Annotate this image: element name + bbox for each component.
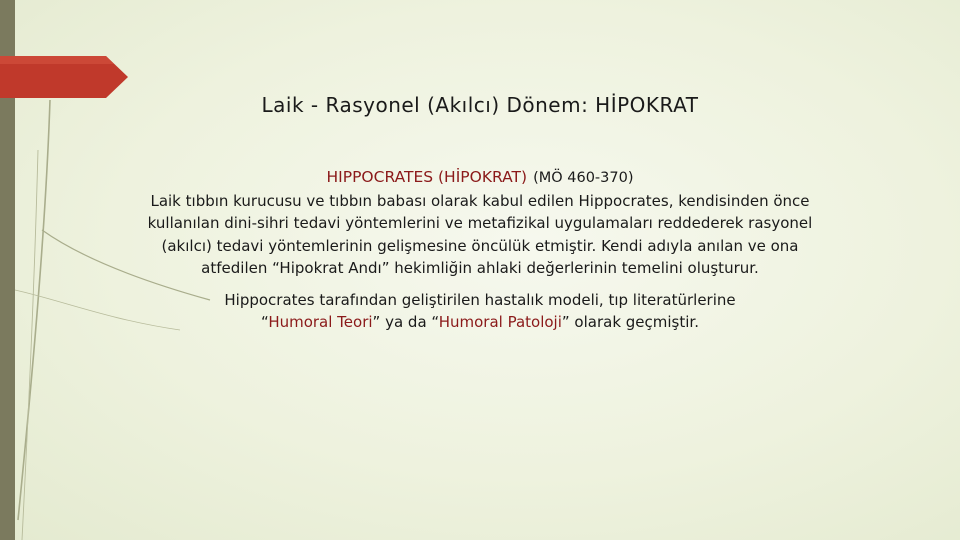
paragraph-2-intro: Hippocrates tarafından geliştirilen hastalık modeli, tıp literatürlerine bbox=[224, 290, 736, 309]
section-heading bbox=[140, 166, 820, 190]
heading-name: HIPPOCRATES (HİPOKRAT) bbox=[326, 168, 528, 186]
heading-dates: (MÖ 460-370) bbox=[533, 170, 634, 186]
paragraph-1: Laik tıbbın kurucusu ve tıbbın babası olarak kabul edilen Hippocrates, kendisinden önce kullanılan dini-sihri tedavi yöntemlerini ve metafizikal uygulamaları reddederek rasyonel (akılcı) tedavi yöntemlerinin gelişmesine öncülük etmiştir. Kendi adıyla anılan ve ona atfedilen “Hipokrat Andı” hekimliğin ahlaki değerlerinin temelini oluşturur. bbox=[147, 191, 813, 277]
quote-open: “ bbox=[261, 313, 269, 331]
term-humoral-patoloji: Humoral Patoloji bbox=[438, 313, 562, 331]
term-humoral-teori: Humoral Teori bbox=[268, 313, 373, 331]
quote-tail: ” olarak geçmiştir. bbox=[561, 313, 699, 331]
accent-tab bbox=[0, 56, 128, 98]
quote-middle: ” ya da “ bbox=[372, 313, 439, 331]
slide-body bbox=[140, 166, 820, 334]
slide-title: Laik - Rasyonel (Akılcı) Dönem: HİPOKRAT bbox=[261, 93, 699, 117]
paragraph-2 bbox=[140, 289, 820, 334]
